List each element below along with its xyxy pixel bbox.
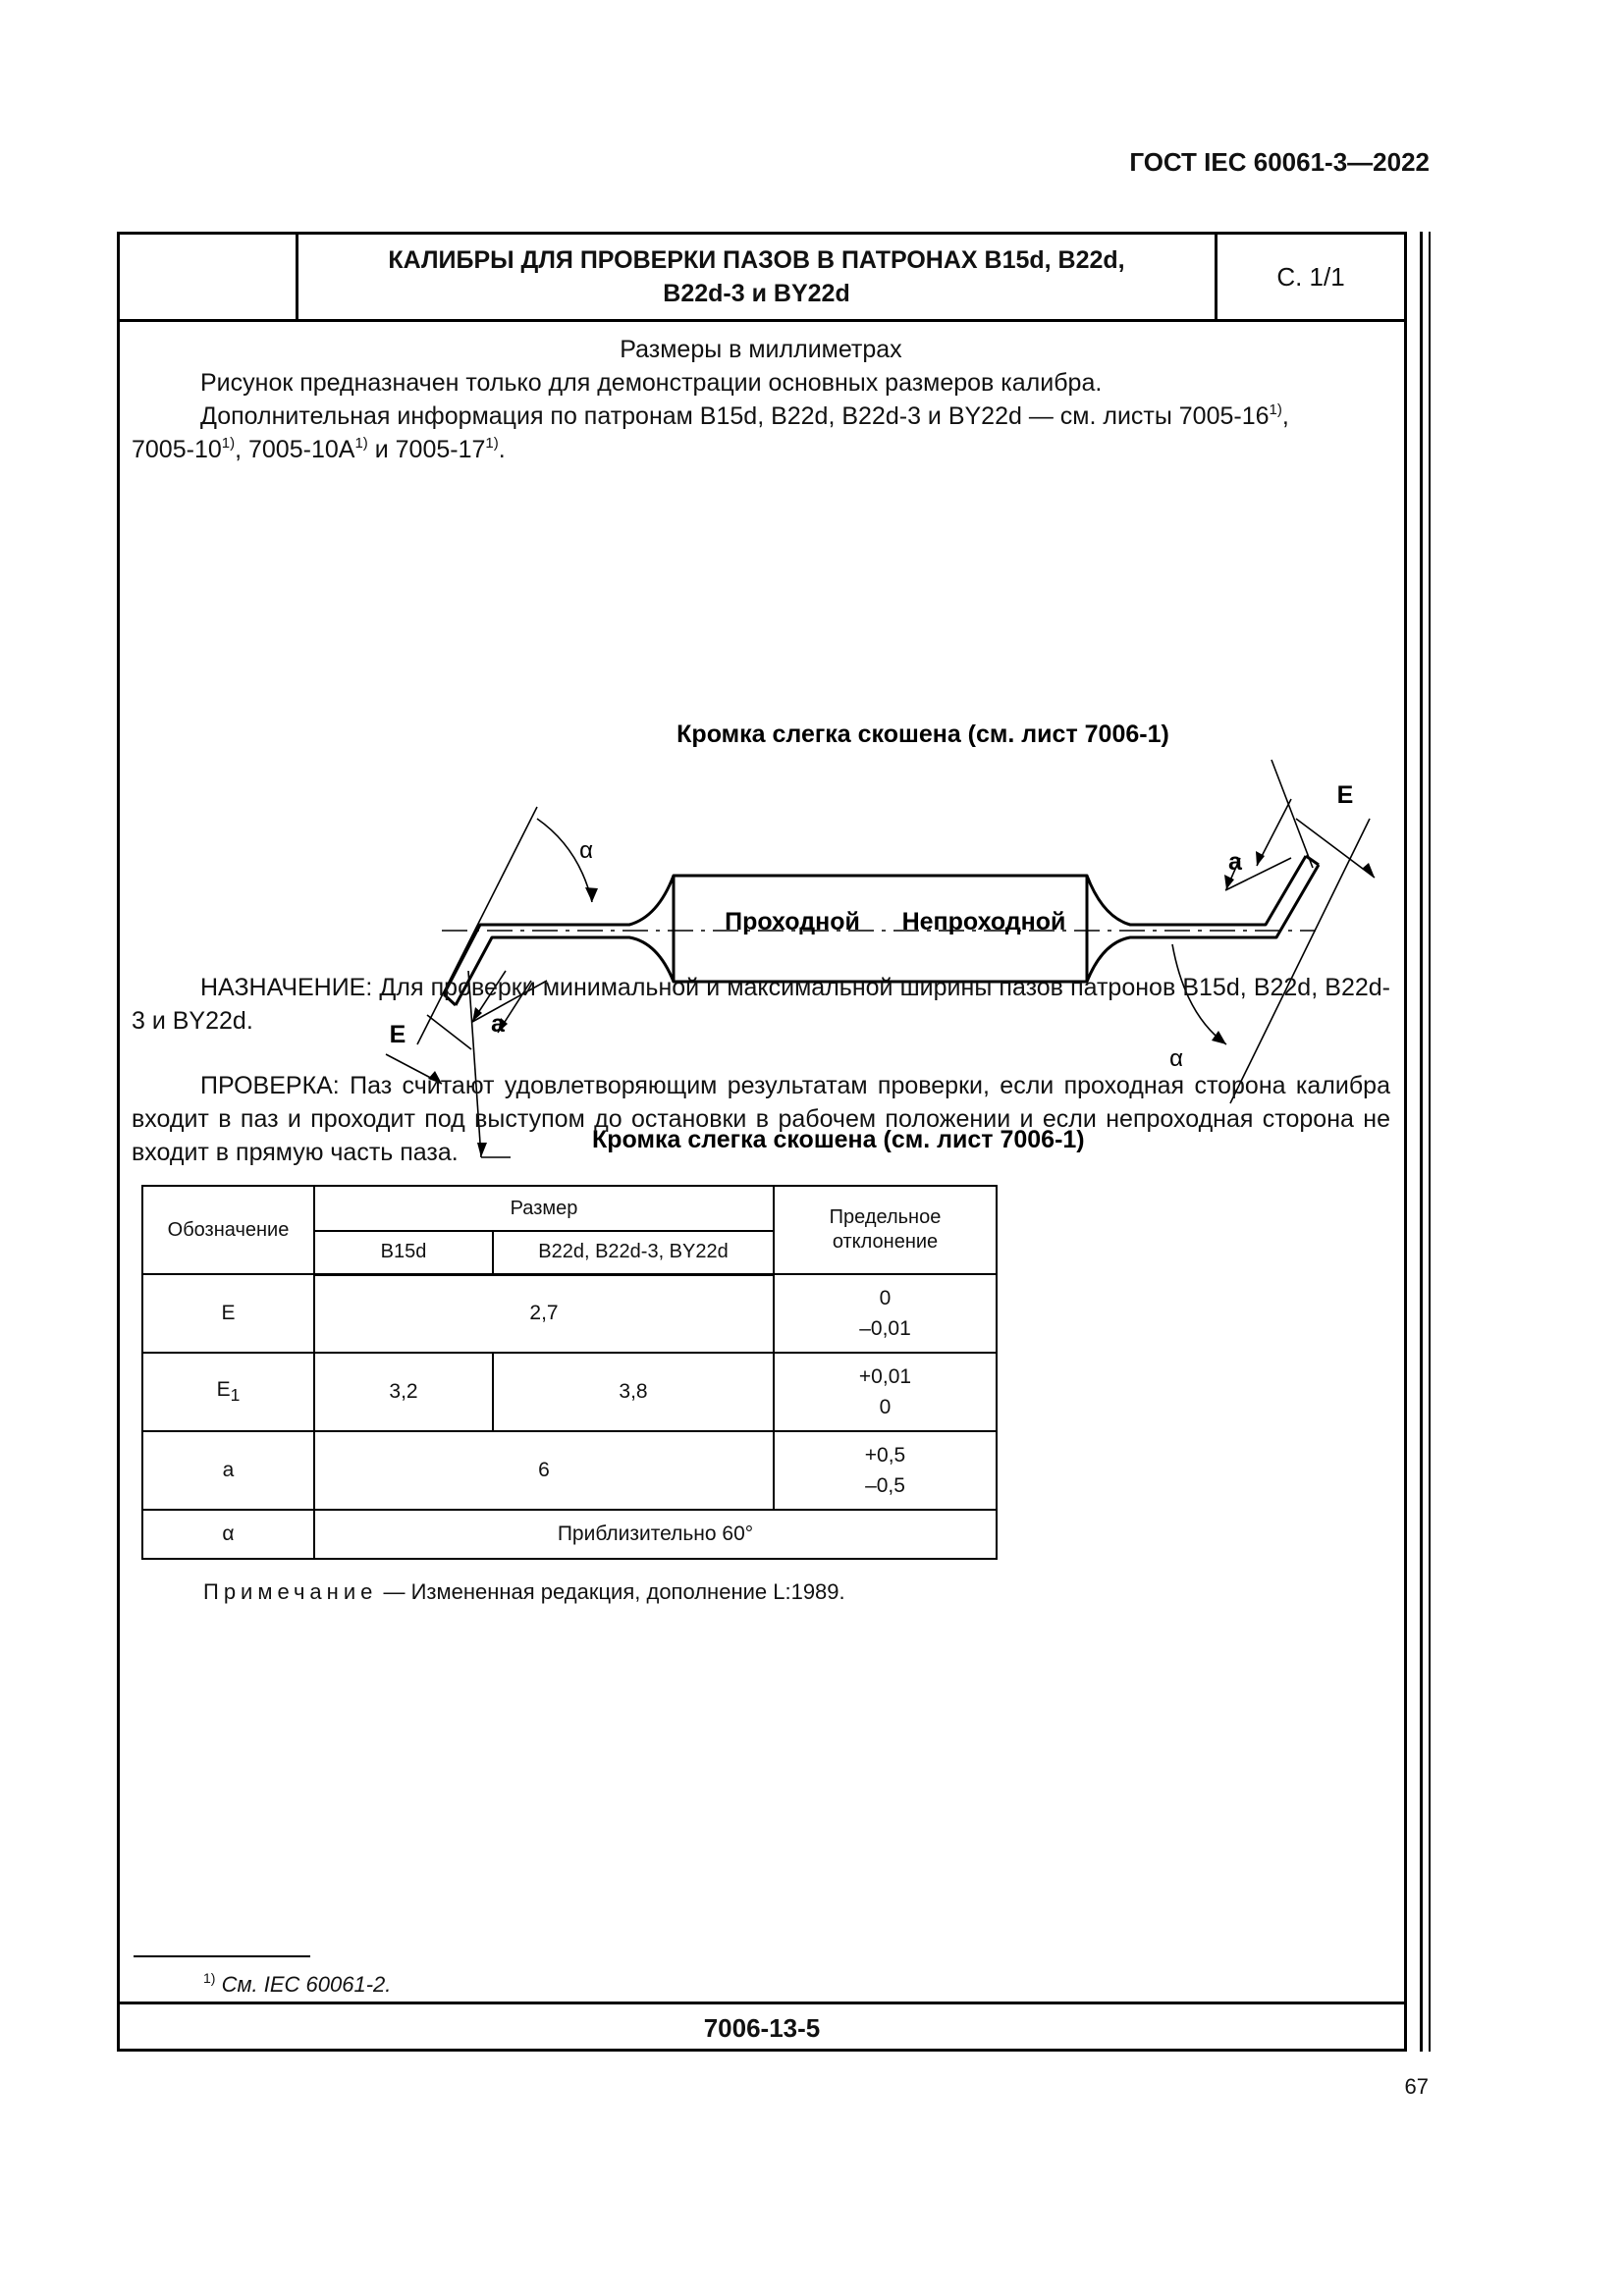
row-name [142, 1353, 314, 1431]
row-tolerance [774, 1274, 997, 1353]
note-text: — Измененная редакция, дополнение L:1989. [377, 1579, 845, 1604]
sheet-title-line2: B22d-3 и BY22d [663, 280, 850, 307]
ref-sheet-7005-10: 7005-10 [132, 436, 222, 463]
ref-separator: , [1281, 402, 1289, 430]
row-value: 2,7 [314, 1274, 774, 1353]
margin-rule [1420, 232, 1423, 2052]
check-section [132, 1069, 1390, 1169]
sheet-title [298, 235, 1217, 319]
row-b22: 3,8 [493, 1353, 774, 1431]
footnote-mark: 1) [203, 1970, 216, 1986]
col-tolerance-line1: Предельное [829, 1206, 942, 1228]
footnote-divider [134, 1955, 310, 1957]
col-tolerance-line2: отклонение [832, 1231, 939, 1253]
right-blade-tip [1306, 856, 1319, 865]
arrow [585, 887, 598, 902]
row-name-sub: 1 [230, 1385, 241, 1406]
tol-bottom: –0,5 [865, 1474, 905, 1497]
footnote-text: См. IEC 60061-2. [215, 1972, 392, 1997]
units-note: Размеры в миллиметрах [620, 336, 902, 363]
header-blank-cell [120, 235, 298, 319]
col-size: Размер [314, 1186, 774, 1231]
demo-note: Рисунок предназначен только для демонстрации основных размеров калибра. [200, 369, 1103, 397]
footnote [203, 1972, 391, 1998]
label-e-left: E [389, 1021, 406, 1048]
row-name: E [142, 1274, 314, 1353]
sheet-number: С. 1/1 [1276, 261, 1345, 292]
row-value: Приблизительно 60° [314, 1510, 997, 1559]
label-nogo: Непроходной [901, 908, 1066, 935]
ref-separator: и [367, 436, 396, 463]
col-designation: Обозначение [142, 1186, 314, 1274]
footnote-ref: 1) [485, 435, 499, 452]
right-blade-bottom [1208, 865, 1319, 937]
table-row [142, 1353, 997, 1431]
row-name: α [142, 1510, 314, 1559]
right-chamfer-leader [1271, 760, 1313, 868]
col-b22: B22d, B22d-3, BY22d [493, 1231, 774, 1274]
col-tolerance [774, 1186, 997, 1274]
col-b15d: B15d [314, 1231, 493, 1274]
tol-top: 0 [879, 1287, 892, 1309]
label-alpha-right: α [1169, 1045, 1183, 1072]
tol-top: +0,5 [864, 1444, 906, 1467]
footnote-ref: 1) [354, 435, 368, 452]
right-alpha-ref-line [1230, 819, 1370, 1103]
row-name-text: E [216, 1377, 231, 1401]
row-value: 6 [314, 1431, 774, 1510]
page-number: 67 [1404, 2074, 1429, 2099]
label-a-left: a [491, 1010, 505, 1038]
sheet-frame [117, 232, 1407, 2052]
ref-sheet-7005-17: 7005-17 [395, 436, 486, 463]
tol-bottom: –0,01 [859, 1317, 911, 1340]
label-a-right: a [1228, 848, 1242, 876]
footnote-ref: 1) [221, 435, 236, 452]
row-tolerance [774, 1353, 997, 1431]
footnote-ref: 1) [1269, 401, 1282, 418]
ref-end: . [498, 436, 506, 463]
sheet-header [120, 235, 1404, 322]
row-name: a [142, 1431, 314, 1510]
intro-text [132, 333, 1390, 466]
info-prefix: Дополнительная информация по патронам B15d, B22d, B22d-3 и BY22d — см. листы 7005-16 [200, 402, 1270, 430]
purpose-text: НАЗНАЧЕНИЕ: Для проверки минимальной и максимальной ширины пазов патронов B15d, B22d, B22d-3 и BY22d. [132, 974, 1390, 1035]
left-neck-top [553, 876, 674, 925]
right-neck-top [1087, 876, 1208, 925]
margin-rule [1429, 232, 1431, 2052]
chamfer-note-bottom: Кромка слегка скошена (см. лист 7006-1) [592, 1126, 1085, 1153]
tol-top: +0,01 [858, 1365, 912, 1388]
label-alpha-left: α [579, 837, 593, 864]
purpose-section [132, 971, 1390, 1038]
sheet-title-line1: КАЛИБРЫ ДЛЯ ПРОВЕРКИ ПАЗОВ В ПАТРОНАХ B15d, B22d, [388, 246, 1125, 274]
info-note [132, 400, 1390, 466]
sheet-code: 7006-13-5 [120, 2002, 1404, 2052]
row-tolerance [774, 1431, 997, 1510]
dimensions-table [141, 1185, 998, 1560]
ref-separator: , [235, 436, 248, 463]
row-b15d: 3,2 [314, 1353, 493, 1431]
tol-bottom: 0 [879, 1396, 892, 1418]
table-note [203, 1579, 845, 1605]
table-row [142, 1431, 997, 1510]
ref-sheet-7005-10a: 7005-10A [248, 436, 355, 463]
table-row [142, 1510, 997, 1559]
label-go: Проходной [725, 908, 860, 935]
chamfer-note-top: Кромка слегка скошена (см. лист 7006-1) [676, 721, 1169, 748]
table-row [142, 1274, 997, 1353]
note-label: Примечание [203, 1579, 378, 1604]
label-e-right: E [1336, 781, 1354, 809]
check-text: ПРОВЕРКА: Паз считают удовлетворяющим результатам проверки, если проходная сторона калибра входит в паз и проходит под выступом до остановки в рабочем положении и если непроходная сторона не входит в прямую часть паза. [132, 1072, 1390, 1166]
standard-number: ГОСТ IEC 60061-3—2022 [1129, 147, 1430, 177]
